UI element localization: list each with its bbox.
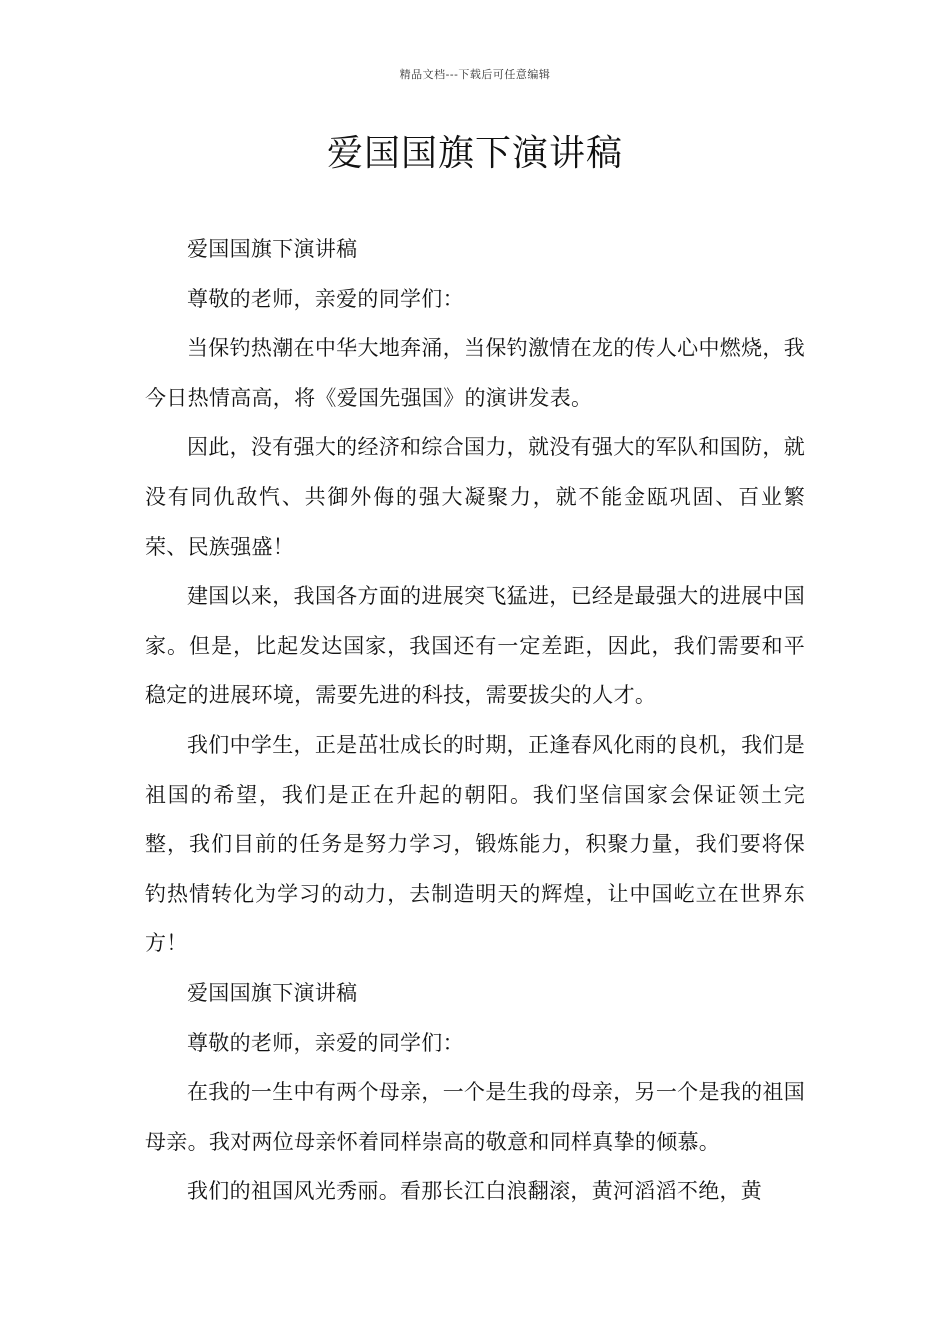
paragraph-body: 我们中学生，正是茁壮成长的时期，正逢春风化雨的良机，我们是祖国的希望，我们是正在升起的朝阳。我们坚信国家会保证领土完整，我们目前的任务是努力学习，锻炼能力，积聚力量，我们要将保钓热情转化为学习的动力，去制造明天的辉煌，让中国屹立在世界东方！	[145, 732, 805, 956]
paragraph-body: 我们的祖国风光秀丽。看那长江白浪翻滚，黄河滔滔不绝，黄	[187, 1179, 763, 1204]
page-header-note: 精品文档---下载后可任意编辑	[399, 68, 551, 81]
document-title: 爱国国旗下演讲稿	[326, 133, 623, 174]
paragraph-section-title-1: 爱国国旗下演讲稿	[187, 237, 358, 261]
paragraph-body: 建国以来，我国各方面的进展突飞猛进，已经是最强大的进展中国家。但是，比起发达国家，我国还有一定差距，因此，我们需要和平稳定的进展环境，需要先进的科技，需要拔尖的人才。	[145, 584, 805, 708]
paragraph-section-title-2: 爱国国旗下演讲稿	[187, 980, 358, 1005]
paragraph-body: 当保钓热潮在中华大地奔涌，当保钓激情在龙的传人心中燃烧，我今日热情高高，将《爱国先强国》的演讲发表。	[145, 336, 805, 410]
document-body	[145, 225, 805, 1217]
paragraph-salutation-1: 尊敬的老师，亲爱的同学们：	[187, 286, 464, 311]
paragraph-body: 在我的一生中有两个母亲，一个是生我的母亲，另一个是我的祖国母亲。我对两位母亲怀着同样崇高的敬意和同样真挚的倾慕。	[145, 1080, 805, 1154]
paragraph-salutation-2: 尊敬的老师，亲爱的同学们：	[187, 1030, 464, 1055]
paragraph-body: 因此，没有强大的经济和综合国力，就没有强大的军队和国防，就没有同仇敌忾、共御外侮的强大凝聚力，就不能金瓯巩固、百业繁荣、民族强盛！	[145, 435, 805, 559]
